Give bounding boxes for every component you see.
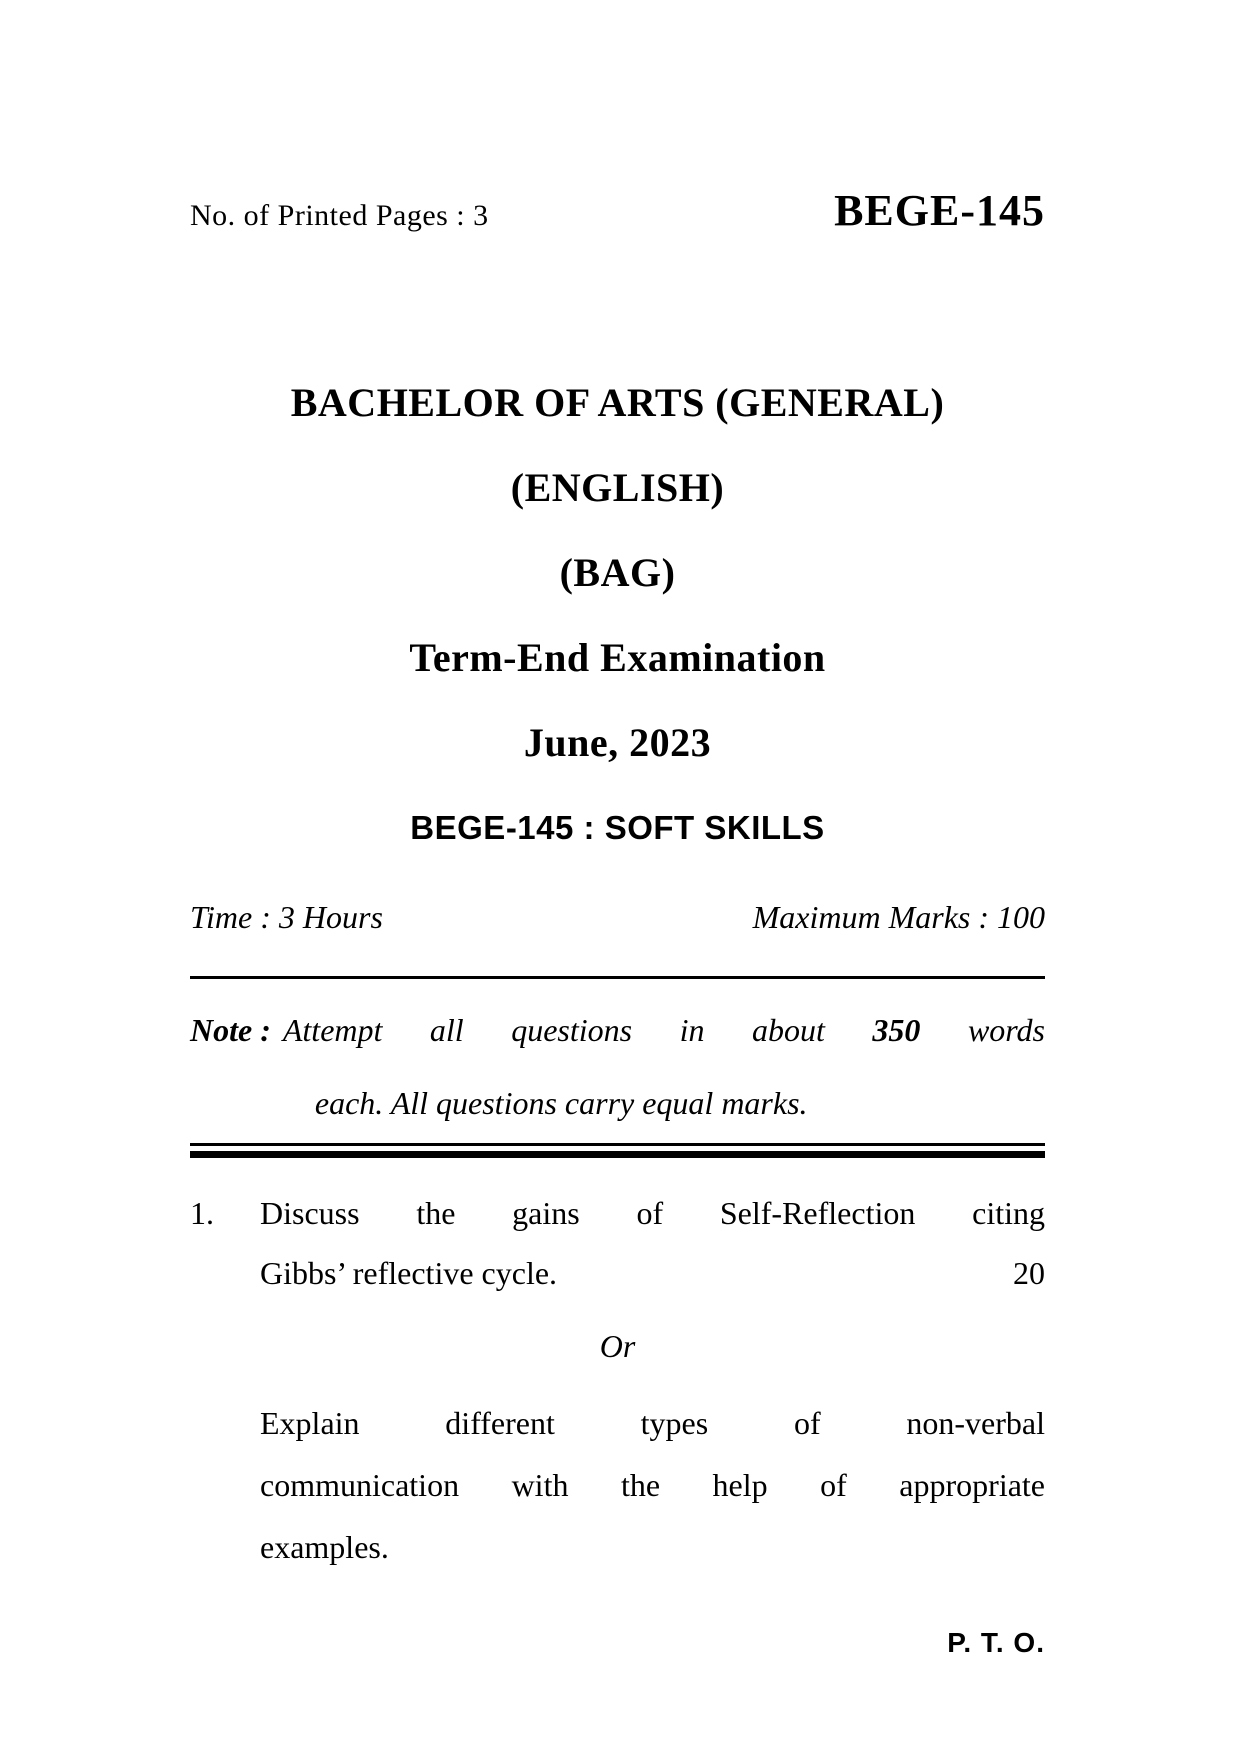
question-1-alternative — [190, 1392, 1045, 1578]
note-label: Note : — [190, 1012, 271, 1048]
title-programme-code: (BAG) — [559, 550, 676, 595]
question-1 — [190, 1183, 1045, 1303]
or-separator: Or — [599, 1328, 636, 1364]
question-line-2-text: Gibbs’ reflective cycle. — [260, 1255, 558, 1291]
note-body — [283, 994, 1045, 1140]
paper-code: BEGE-145 — [834, 186, 1045, 235]
alternative-line-1: Explain different types of non-verbal — [260, 1405, 1045, 1441]
question-line-2 — [260, 1243, 1045, 1303]
double-rule — [190, 1143, 1045, 1158]
time-allowed: Time : 3 Hours — [190, 899, 383, 935]
note-line-1-text: Attempt all questions in about — [282, 1012, 825, 1048]
question-number: 1. — [190, 1195, 214, 1231]
horizontal-rule — [190, 976, 1045, 979]
title-discipline: (ENGLISH) — [510, 465, 725, 510]
note-word-count: 350 — [872, 1012, 921, 1048]
alternative-line-2: communication with the help of appropriate — [260, 1467, 1045, 1503]
maximum-marks: Maximum Marks : 100 — [752, 899, 1045, 935]
note-line-1 — [283, 994, 1045, 1067]
question-line-1: Discuss the gains of Self-Reflection citing — [260, 1195, 1045, 1231]
printed-pages-note: No. of Printed Pages : 3 — [190, 199, 489, 232]
note-line-2: each. All questions carry equal marks. — [314, 1085, 808, 1121]
question-marks: 20 — [1013, 1255, 1045, 1291]
note-section — [190, 994, 1045, 1140]
title-block — [190, 360, 1045, 870]
alternative-body — [260, 1392, 1045, 1578]
alternative-line-3: examples. — [260, 1529, 389, 1565]
page-header — [190, 185, 1045, 236]
page-turn-over-note: P. T. O. — [947, 1627, 1045, 1658]
note-line-1-tail: words — [967, 1012, 1045, 1048]
title-exam-type: Term-End Examination — [409, 635, 826, 680]
title-programme: BACHELOR OF ARTS (GENERAL) — [290, 380, 945, 425]
title-exam-session: June, 2023 — [523, 720, 712, 765]
exam-meta-row — [190, 898, 1045, 936]
course-subject-line: BEGE-145 : SOFT SKILLS — [410, 809, 825, 846]
question-body — [260, 1183, 1045, 1303]
